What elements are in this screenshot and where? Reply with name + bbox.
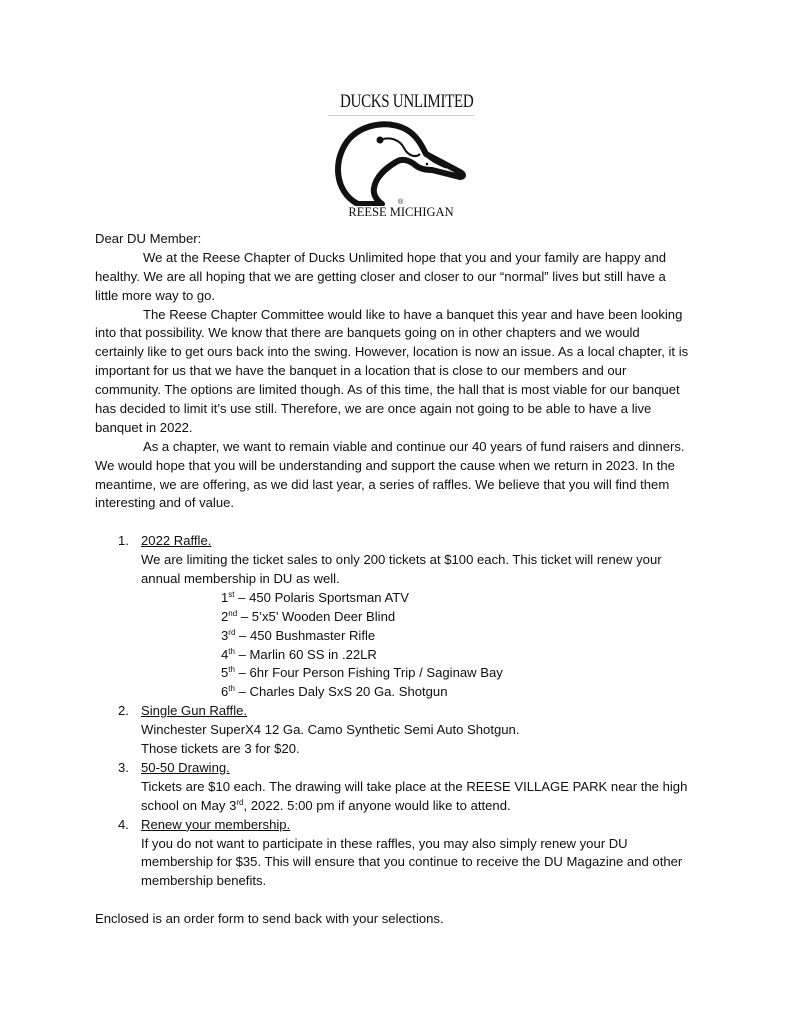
prize-list <box>141 589 710 702</box>
prize-item <box>141 627 710 646</box>
prize-item <box>141 683 710 702</box>
list-number: 2. <box>118 703 129 719</box>
prize-place: 5 <box>221 665 229 681</box>
list-number: 3. <box>118 759 129 775</box>
closing-line: Enclosed is an order form to send back with your selections. <box>95 911 444 927</box>
paragraph-3 <box>95 438 710 514</box>
paragraph-1 <box>95 249 710 306</box>
text-line: membership for $35. This will ensure that you continue to receive the DU Magazine and other <box>141 854 683 870</box>
text-line: Winchester SuperX4 12 Ga. Camo Synthetic Semi Auto Shotgun. <box>141 722 520 738</box>
prize-text: – 450 Polaris Sportsman ATV <box>234 589 409 605</box>
letter-body <box>95 230 710 929</box>
duck-head-icon <box>328 118 474 206</box>
prize-item <box>141 664 710 683</box>
logo-top-text: DUCKS UNLIMITED <box>340 92 474 112</box>
text-line: has decided to limit it’s use still. Therefore, we are once again not going to be able to have a live <box>95 401 652 417</box>
prize-text: – 5’x5’ Wooden Deer Blind <box>237 608 396 624</box>
list-item-2022-raffle <box>95 532 710 702</box>
prize-place: 6 <box>221 684 229 700</box>
text-line: As a chapter, we want to remain viable and continue our 40 years of fund raisers and dinners. <box>143 438 685 454</box>
ordinal-suffix: rd <box>228 627 236 637</box>
text-line: community. The options are limited though. As of this time, the hall that is most viable for our banquet <box>95 382 680 398</box>
list-item-title: 2022 Raffle. <box>141 533 212 549</box>
text-line: meantime, we are offering, as we did last year, a series of raffles. We believe that you will find them <box>95 476 670 492</box>
date-text-rest: , 2022. 5:00 pm if anyone would like to attend. <box>243 797 511 813</box>
date-line <box>141 797 710 816</box>
paragraph-2 <box>95 306 710 438</box>
ordinal-suffix: th <box>228 646 235 656</box>
text-line: The Reese Chapter Committee would like to have a banquet this year and have been looking <box>143 306 683 322</box>
text-line: important for us that we have the banquet in a location that is close to our members and our <box>95 363 627 379</box>
prize-place: 1 <box>221 589 229 605</box>
spacer <box>95 513 710 532</box>
text-line: into that possibility. We know that there are banquets going on in other chapters and we would <box>95 325 640 341</box>
list-item-50-50-drawing <box>95 759 710 816</box>
prize-item <box>141 589 710 608</box>
text-line: banquet in 2022. <box>95 419 193 435</box>
prize-text: – Charles Daly SxS 20 Ga. Shotgun <box>234 684 448 700</box>
registered-mark: ® <box>398 199 404 206</box>
ordinal-suffix: st <box>228 589 235 599</box>
ordinal-suffix: rd <box>236 797 244 807</box>
list-item-title: 50-50 Drawing. <box>141 759 230 775</box>
text-line: certainly like to get ours back into the swing. However, location is now an issue. As a local chapter, it is <box>95 344 689 360</box>
spacer <box>95 891 710 910</box>
prize-place: 3 <box>221 627 229 643</box>
text-line: We would hope that you will be understanding and support the cause when we return in 2023. In the <box>95 457 675 473</box>
salutation: Dear DU Member: <box>95 231 202 246</box>
text-line: annual membership in DU as well. <box>141 571 340 587</box>
text-line: We are limiting the ticket sales to only 200 tickets at $100 each. This ticket will renew your <box>141 552 662 568</box>
prize-item <box>141 608 710 627</box>
text-line: We at the Reese Chapter of Ducks Unlimited hope that you and your family are happy and <box>143 249 667 265</box>
ducks-unlimited-logo <box>328 88 474 222</box>
text-line: healthy. We are all hoping that we are getting closer and closer to our “normal” lives but still have a <box>95 268 666 284</box>
prize-text: – 6hr Four Person Fishing Trip / Saginaw Bay <box>234 665 503 681</box>
date-text: school on May 3 <box>141 797 237 813</box>
logo-bottom-text: REESE MICHIGAN <box>348 205 454 219</box>
list-item-title: Single Gun Raffle. <box>141 703 248 719</box>
list-item-single-gun-raffle <box>95 702 710 759</box>
prize-text: – Marlin 60 SS in .22LR <box>234 646 377 662</box>
prize-place: 2 <box>221 608 229 624</box>
prize-place: 4 <box>221 646 229 662</box>
list-item-renew-membership <box>95 816 710 892</box>
text-line: Tickets are $10 each. The drawing will take place at the REESE VILLAGE PARK near the high <box>141 778 688 794</box>
prize-item <box>141 646 710 665</box>
ordinal-suffix: nd <box>228 608 238 618</box>
ordinal-suffix: th <box>228 665 235 675</box>
text-line: Those tickets are 3 for $20. <box>141 741 300 757</box>
list-number: 1. <box>118 533 129 549</box>
logo-divider <box>328 115 474 116</box>
list-item-title: Renew your membership. <box>141 816 291 832</box>
text-line: interesting and of value. <box>95 495 235 511</box>
list-number: 4. <box>118 816 129 832</box>
text-line: little more way to go. <box>95 287 216 303</box>
text-line: If you do not want to participate in these raffles, you may also simply renew your DU <box>141 835 628 851</box>
ordinal-suffix: th <box>228 684 235 694</box>
prize-text: – 450 Bushmaster Rifle <box>235 627 376 643</box>
text-line: membership benefits. <box>141 873 267 889</box>
